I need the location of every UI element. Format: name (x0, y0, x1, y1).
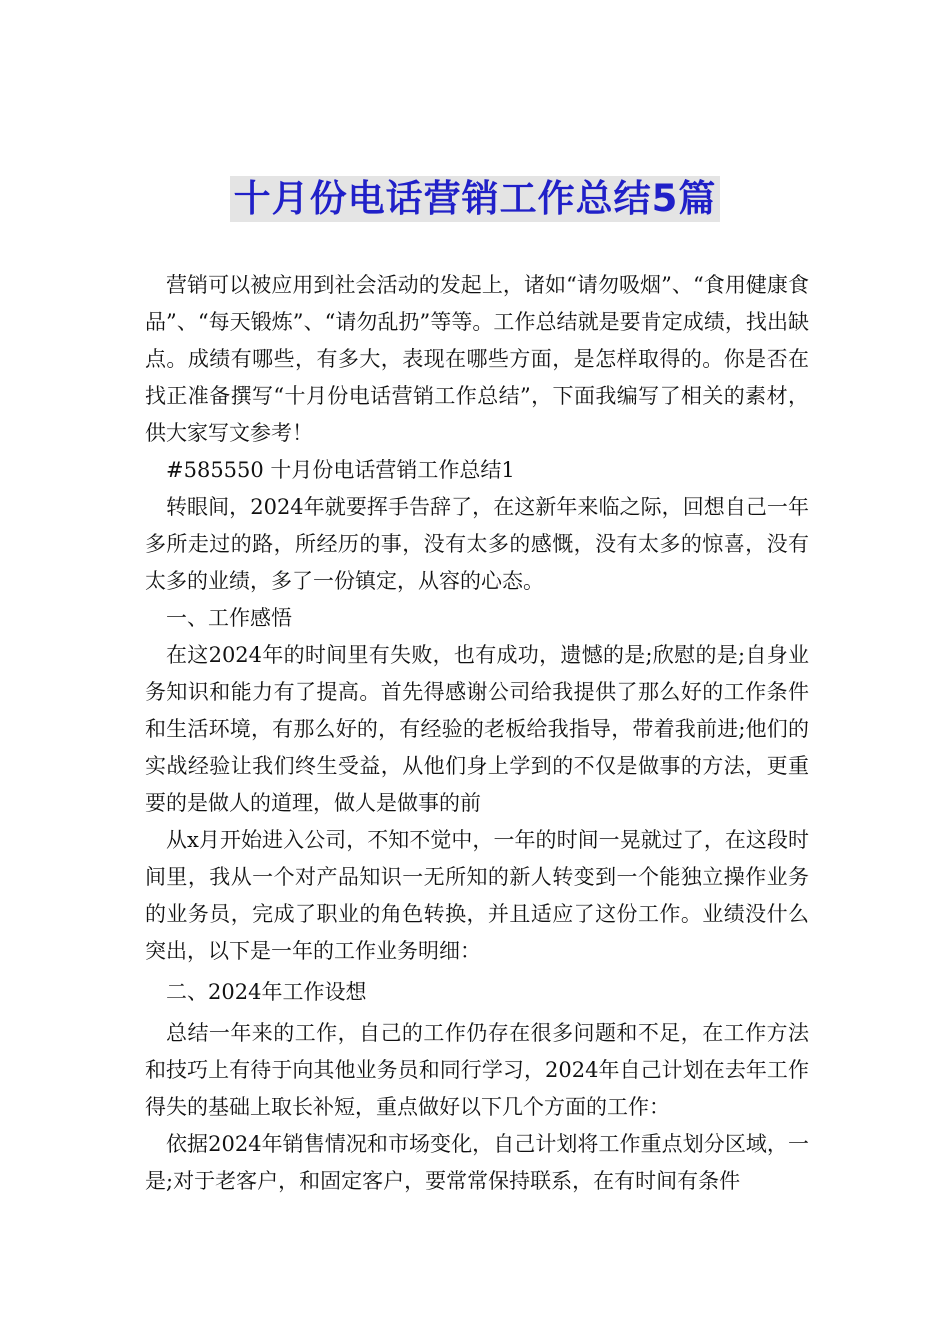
document-body (145, 267, 809, 1200)
paragraph-5: 依据2024年销售情况和市场变化，自己计划将工作重点划分区域，一是;对于老客户，和固定客户，要常常保持联系，在有时间有条件 (145, 1132, 809, 1193)
title-container (0, 176, 950, 222)
paragraph-4: 总结一年来的工作，自己的工作仍存在很多问题和不足，在工作方法和技巧上有待于向其他业务员和同行学习，2024年自己计划在去年工作得失的基础上取长补短，重点做好以下几个方面的工作： (145, 1021, 809, 1119)
paragraph-2: 在这2024年的时间里有失败，也有成功，遗憾的是;欣慰的是;自身业务知识和能力有了提高。首先得感谢公司给我提供了那么好的工作条件和生活环境，有那么好的，有经验的老板给我指导，带着我前进;他们的实战经验让我们终生受益，从他们身上学到的不仅是做事的方法，更重要的是做人的道理，做人是做事的前 (145, 643, 809, 815)
paragraph-1: 转眼间，2024年就要挥手告辞了，在这新年来临之际，回想自己一年多所走过的路，所经历的事，没有太多的感慨，没有太多的惊喜，没有太多的业绩，多了一份镇定，从容的心态。 (145, 495, 809, 593)
paragraph-3: 从x月开始进入公司，不知不觉中，一年的时间一晃就过了，在这段时间里，我从一个对产品知识一无所知的新人转变到一个能独立操作业务的业务员，完成了职业的角色转换，并且适应了这份工作。业绩没什么突出，以下是一年的工作业务明细： (145, 828, 809, 963)
subheading-work-insight: 一、工作感悟 (166, 606, 292, 630)
paragraph-intro: 营销可以被应用到社会活动的发起上，诸如“请勿吸烟”、“食用健康食品”、“每天锻炼”、“请勿乱扔”等等。工作总结就是要肯定成绩，找出缺点。成绩有哪些，有多大，表现在哪些方面，是怎样取得的。你是否在找正准备撰写“十月份电话营销工作总结”，下面我编写了相关的素材，供大家写文参考！ (145, 273, 809, 445)
document-title: 十月份电话营销工作总结5篇 (230, 176, 721, 222)
section-heading-1: #585550 十月份电话营销工作总结1 (166, 458, 515, 482)
subheading-work-plan: 二、2024年工作设想 (166, 980, 367, 1004)
